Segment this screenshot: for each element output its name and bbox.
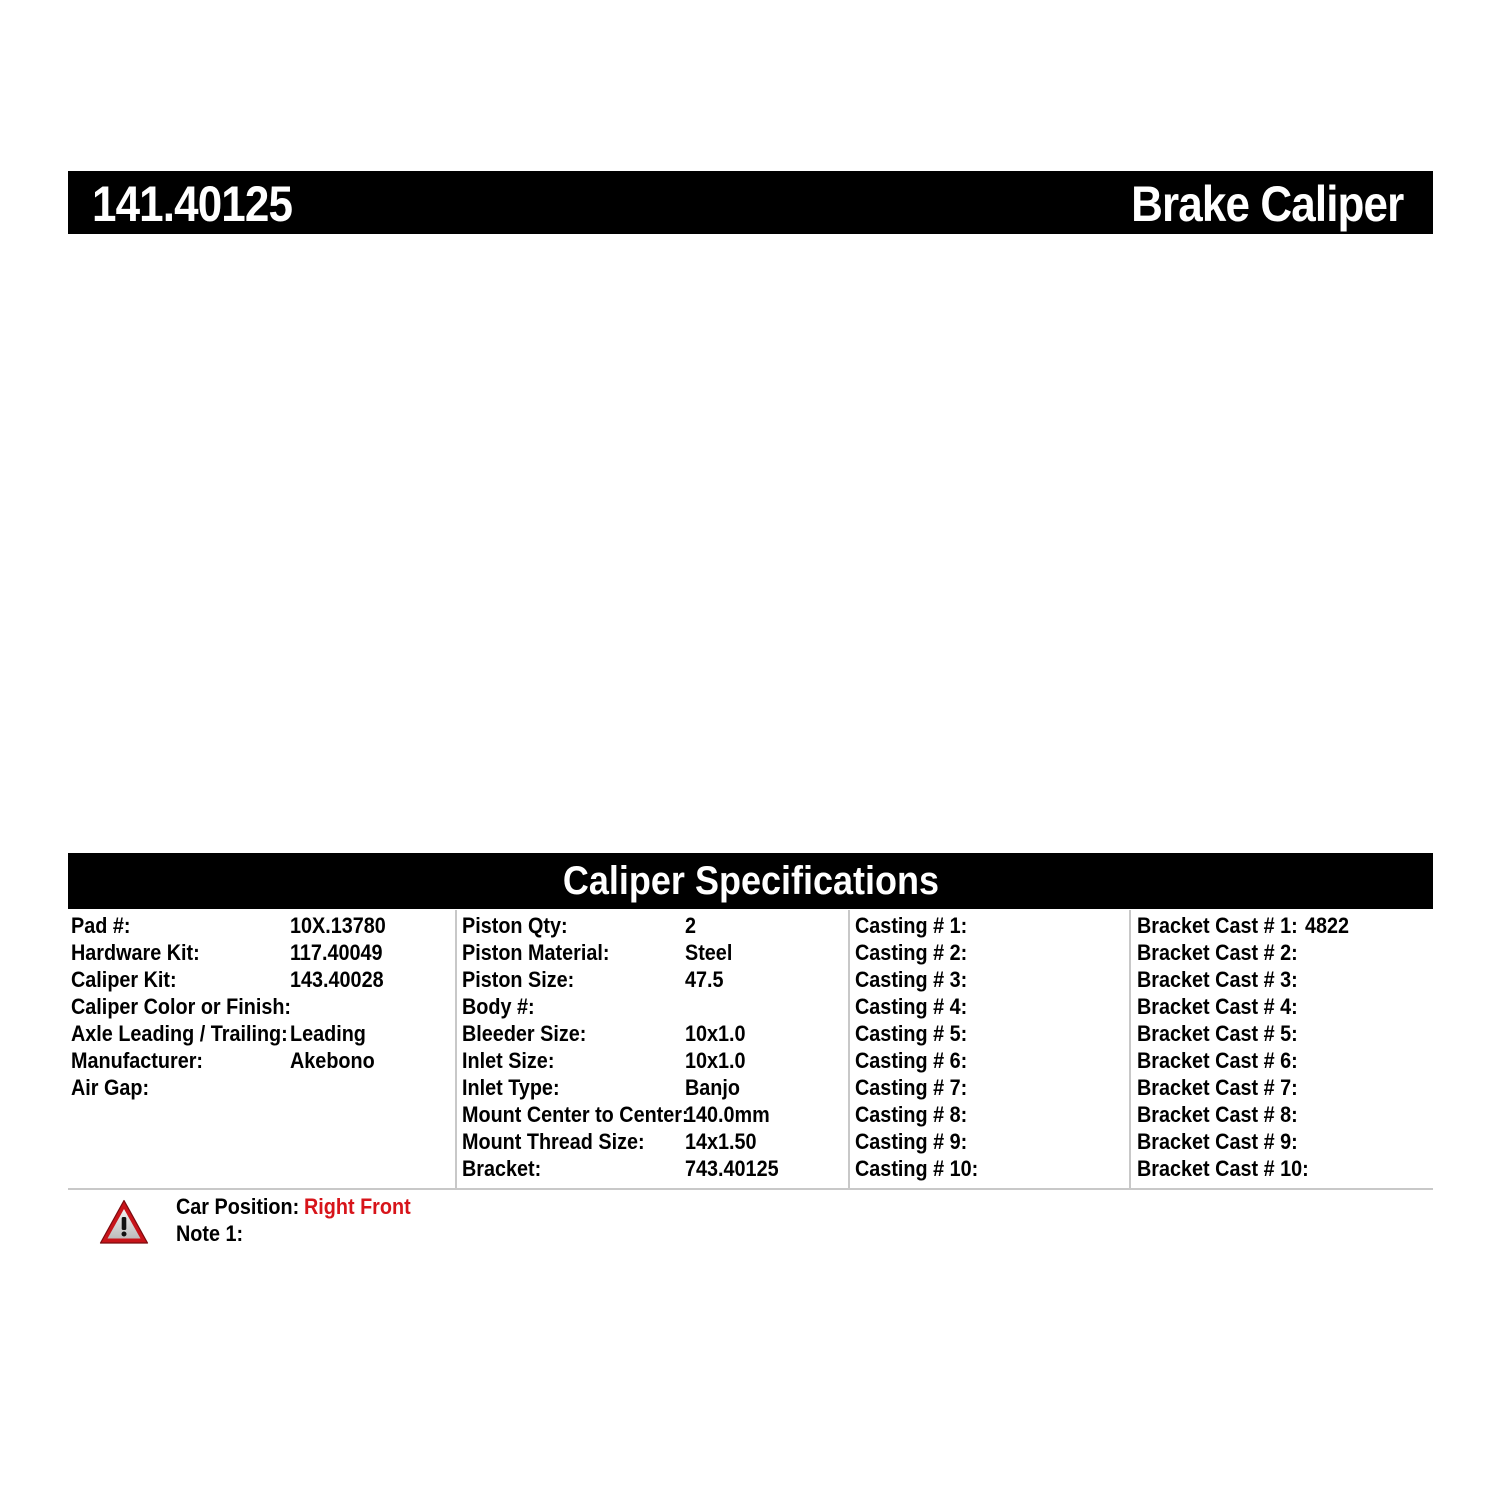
spec-label: Bracket Cast # 5: [1137,1021,1298,1046]
spec-label: Casting # 8: [855,1102,968,1127]
spec-header-title: Caliper Specifications [562,859,939,903]
spec-label: Bracket Cast # 1: [1137,913,1298,938]
spec-label: Piston Qty: [462,913,568,938]
spec-column-casting [848,910,1130,1189]
title-bar [68,171,1433,234]
note1-label: Note 1: [176,1221,244,1246]
spec-value: 10X.13780 [290,913,386,938]
spec-label: Piston Material: [462,940,610,965]
spec-label: Inlet Type: [462,1075,560,1100]
spec-label: Bracket Cast # 9: [1137,1129,1298,1154]
spec-label: Air Gap: [71,1075,150,1100]
spec-value: 4822 [1305,913,1350,938]
spec-label: Body #: [462,994,535,1019]
product-type: Brake Caliper [1130,176,1403,232]
spec-label: Piston Size: [462,967,575,992]
car-position-row [176,1194,411,1220]
car-position-value: Right Front [304,1194,411,1219]
spec-label: Mount Center to Center: [462,1102,689,1127]
spec-value: 2 [685,913,697,938]
spec-label: Bracket Cast # 4: [1137,994,1298,1019]
spec-column-piston [455,910,849,1189]
spec-value: 143.40028 [290,967,384,992]
spec-column-bracket-cast [1129,910,1435,1189]
warning-triangle-icon [99,1199,149,1245]
spec-label: Mount Thread Size: [462,1129,645,1154]
spec-label: Pad #: [71,913,131,938]
spec-value: 10x1.0 [685,1048,746,1073]
spec-value: 14x1.50 [685,1129,757,1154]
spec-label: Bracket Cast # 7: [1137,1075,1298,1100]
spec-label: Bracket Cast # 6: [1137,1048,1298,1073]
spec-value: 47.5 [685,967,724,992]
spec-label: Bracket Cast # 2: [1137,940,1298,965]
spec-label: Casting # 2: [855,940,968,965]
bottom-divider [68,1188,1433,1190]
spec-label: Bleeder Size: [462,1021,587,1046]
spec-label: Casting # 1: [855,913,968,938]
spec-label: Bracket: [462,1156,542,1181]
spec-label: Casting # 7: [855,1075,968,1100]
spec-label: Hardware Kit: [71,940,200,965]
spec-label: Casting # 4: [855,994,968,1019]
spec-label: Caliper Color or Finish: [71,994,292,1019]
spec-label: Casting # 3: [855,967,968,992]
spec-label: Bracket Cast # 10: [1137,1156,1309,1181]
spec-value: Banjo [685,1075,741,1100]
spec-label: Casting # 10: [855,1156,979,1181]
spec-value: Akebono [290,1048,375,1073]
spec-value: 117.40049 [290,940,383,965]
spec-header-bar [68,853,1433,909]
part-number: 141.40125 [92,176,293,232]
spec-label: Casting # 5: [855,1021,968,1046]
spec-label: Manufacturer: [71,1048,204,1073]
spec-label: Bracket Cast # 8: [1137,1102,1298,1127]
car-position-label: Car Position: [176,1194,300,1219]
spec-label: Axle Leading / Trailing: [71,1021,288,1046]
spec-value: Leading [290,1021,366,1046]
spec-label: Inlet Size: [462,1048,555,1073]
spec-value: 10x1.0 [685,1021,746,1046]
spec-label: Casting # 9: [855,1129,968,1154]
spec-value: 743.40125 [685,1156,779,1181]
spec-label: Casting # 6: [855,1048,968,1073]
spec-column-general [68,910,454,1189]
spec-label: Caliper Kit: [71,967,177,992]
spec-value: 140.0mm [685,1102,770,1127]
spec-value: Steel [685,940,733,965]
spec-label: Bracket Cast # 3: [1137,967,1298,992]
note1-row [176,1221,257,1247]
